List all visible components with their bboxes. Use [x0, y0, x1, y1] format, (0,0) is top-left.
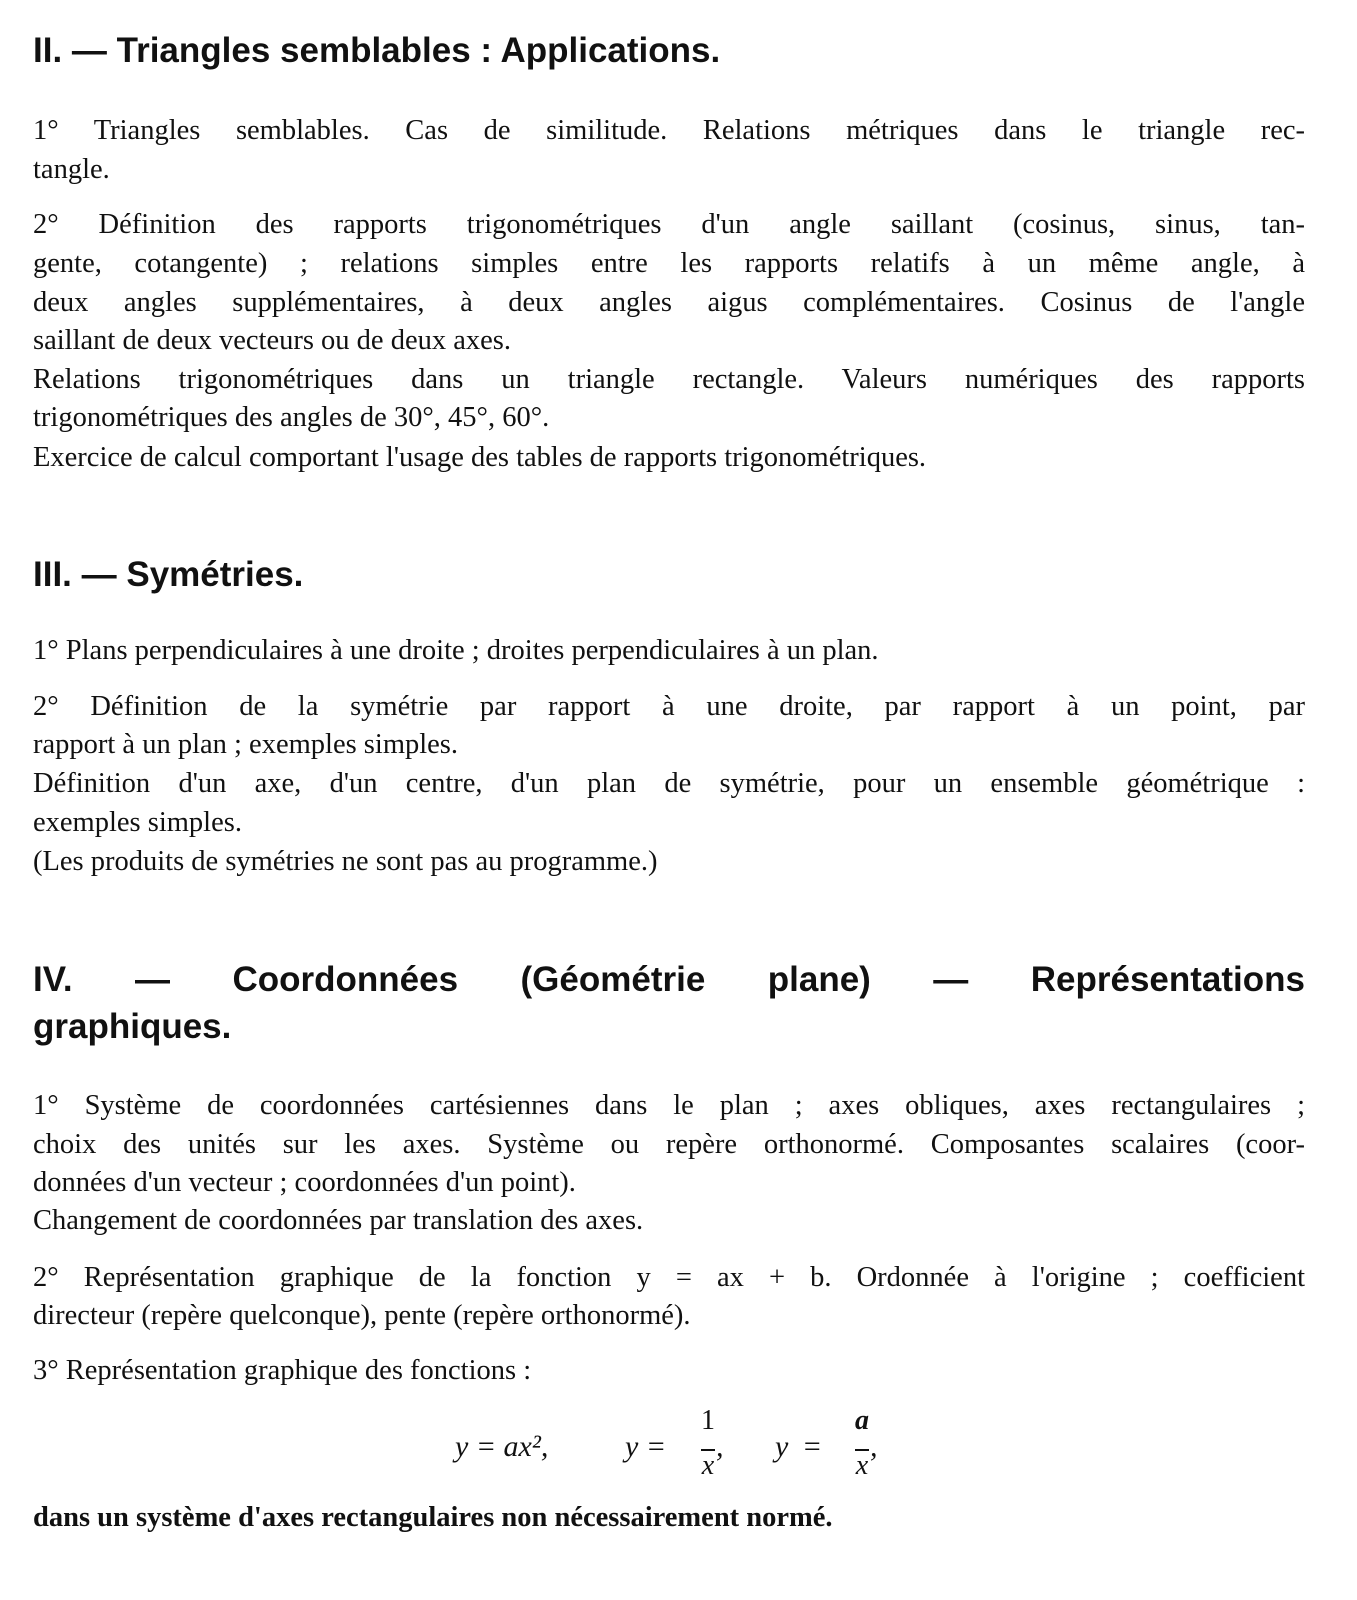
- comma: ,: [716, 1430, 724, 1463]
- text-line: trigonométriques des angles de 30°, 45°, 60°.: [33, 402, 550, 433]
- text-line: tangle.: [33, 154, 110, 185]
- text-line: (Les produits de symétries ne sont pas au programme.): [33, 846, 658, 877]
- text-line: deux angles supplémentaires, à deux angles aigus complémentaires. Cosinus de l'angle: [33, 287, 1305, 318]
- fraction-numerator: a: [855, 1405, 869, 1436]
- comma: ,: [870, 1430, 878, 1463]
- text-line: données d'un vecteur ; coordonnées d'un point).: [33, 1167, 576, 1198]
- text-line: saillant de deux vecteurs ou de deux axes.: [33, 325, 512, 356]
- text-line: 1° Triangles semblables. Cas de similitude. Relations métriques dans le triangle rec-: [33, 115, 1305, 146]
- text-line: Changement de coordonnées par translation des axes.: [33, 1205, 644, 1236]
- fraction-denominator: x: [701, 1450, 715, 1481]
- formula-lhs: y =: [775, 1430, 823, 1463]
- text-line: Exercice de calcul comportant l'usage des tables de rapports trigonométriques.: [33, 442, 927, 473]
- text-line: directeur (repère quelconque), pente (repère orthonormé).: [33, 1300, 691, 1331]
- section-4-heading-cont: graphiques.: [33, 1007, 232, 1046]
- section-4-heading: IV. — Coordonnées (Géométrie plane) — Représentations: [33, 960, 1305, 999]
- text-line: 1° Système de coordonnées cartésiennes dans le plan ; axes obliques, axes rectangulaires ;: [33, 1090, 1305, 1121]
- text-line: gente, cotangente) ; relations simples entre les rapports relatifs à un même angle, à: [33, 248, 1305, 279]
- text-line: Définition d'un axe, d'un centre, d'un plan de symétrie, pour un ensemble géométrique :: [33, 768, 1305, 799]
- text-line: 2° Représentation graphique de la fonction y = ax + b. Ordonnée à l'origine ; coefficient: [33, 1262, 1305, 1293]
- text-line: 3° Représentation graphique des fonctions :: [33, 1355, 532, 1386]
- text-line: exemples simples.: [33, 807, 242, 838]
- section-2-heading: II. — Triangles semblables : Applications.: [33, 31, 721, 70]
- text-line: dans un système d'axes rectangulaires non nécessairement normé.: [33, 1502, 833, 1533]
- section-3-heading: III. — Symétries.: [33, 555, 304, 594]
- fraction-denominator: x: [855, 1450, 869, 1481]
- text-line: 2° Définition des rapports trigonométriques d'un angle saillant (cosinus, sinus, tan-: [33, 209, 1305, 240]
- formula-y-ax2: y = ax²,: [455, 1430, 549, 1463]
- text-line: 1° Plans perpendiculaires à une droite ; droites perpendiculaires à un plan.: [33, 635, 879, 666]
- formula-lhs: y =: [625, 1430, 667, 1463]
- fraction-numerator: 1: [701, 1405, 715, 1436]
- text-line: Relations trigonométriques dans un triangle rectangle. Valeurs numériques des rapports: [33, 364, 1305, 395]
- text-line: 2° Définition de la symétrie par rapport à une droite, par rapport à un point, par: [33, 691, 1305, 722]
- text-line: rapport à un plan ; exemples simples.: [33, 729, 459, 760]
- text-line: choix des unités sur les axes. Système ou repère orthonormé. Composantes scalaires (coor-: [33, 1129, 1305, 1160]
